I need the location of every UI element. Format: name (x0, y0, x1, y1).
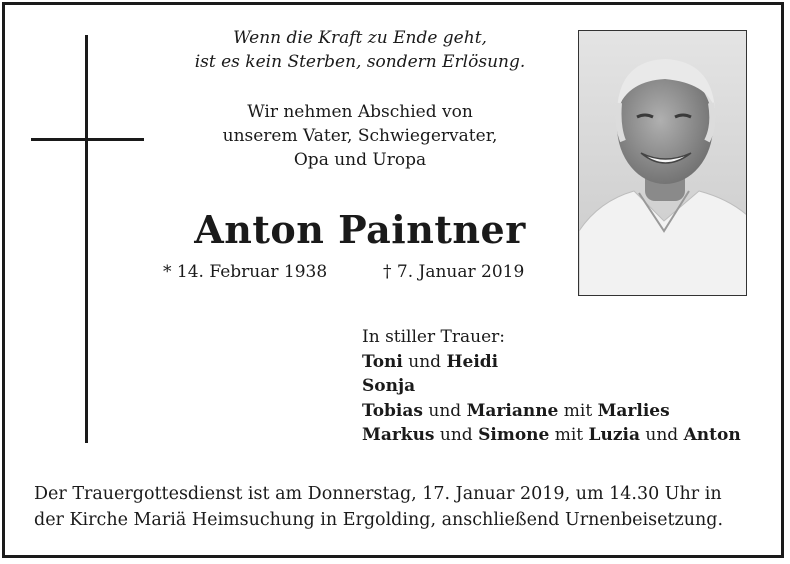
mourner-name: Tobias (362, 400, 423, 421)
service-line-1: Der Trauergottesdienst ist am Donnerstag, 17. Januar 2019, um 14.30 Uhr in (34, 484, 722, 504)
intro-line-3: Opa und Uropa (293, 150, 427, 170)
mourner-name: Marlies (597, 400, 670, 421)
mourners-list (362, 325, 741, 448)
mourner-joiner: und (640, 425, 684, 445)
mourner-joiner: mit (549, 425, 589, 445)
mourner-row (362, 374, 741, 399)
birth-date: * 14. Februar 1938 (163, 262, 328, 282)
farewell-intro (150, 100, 570, 172)
mourner-row (362, 350, 741, 375)
intro-line-1: Wir nehmen Abschied von (247, 102, 473, 122)
cross-vertical-bar (85, 35, 88, 443)
mourner-joiner: und (402, 351, 447, 372)
mourner-name: Markus (362, 425, 435, 445)
mourner-name: Sonja (362, 376, 416, 396)
deceased-name: Anton Paintner (194, 207, 526, 252)
portrait-photo (578, 30, 747, 296)
mourner-name: Anton (683, 425, 741, 445)
mourner-name: Luzia (588, 425, 640, 445)
mourners-heading: In stiller Trauer: (362, 327, 505, 347)
verse-line-2: ist es kein Sterben, sondern Erlösung. (194, 52, 526, 72)
death-date: † 7. Januar 2019 (383, 262, 525, 282)
mourner-joiner: mit (558, 400, 598, 421)
cross-horizontal-bar (31, 138, 144, 141)
service-announcement (34, 481, 758, 533)
verse (150, 26, 570, 74)
service-line-2: der Kirche Mariä Heimsuchung in Ergolding, anschließend Urnenbeisetzung. (34, 510, 724, 530)
mourner-name: Toni (362, 351, 403, 372)
mourner-name: Marianne (466, 400, 559, 421)
mourner-joiner: und (434, 425, 479, 445)
portrait-image (579, 31, 747, 296)
mourner-name: Heidi (446, 351, 499, 372)
mourner-row (362, 399, 741, 424)
mourner-joiner: und (422, 400, 467, 421)
mourner-name: Simone (478, 425, 550, 445)
intro-line-2: unserem Vater, Schwiegervater, (222, 126, 498, 146)
verse-line-1: Wenn die Kraft zu Ende geht, (233, 28, 487, 48)
mourner-row (362, 423, 741, 448)
